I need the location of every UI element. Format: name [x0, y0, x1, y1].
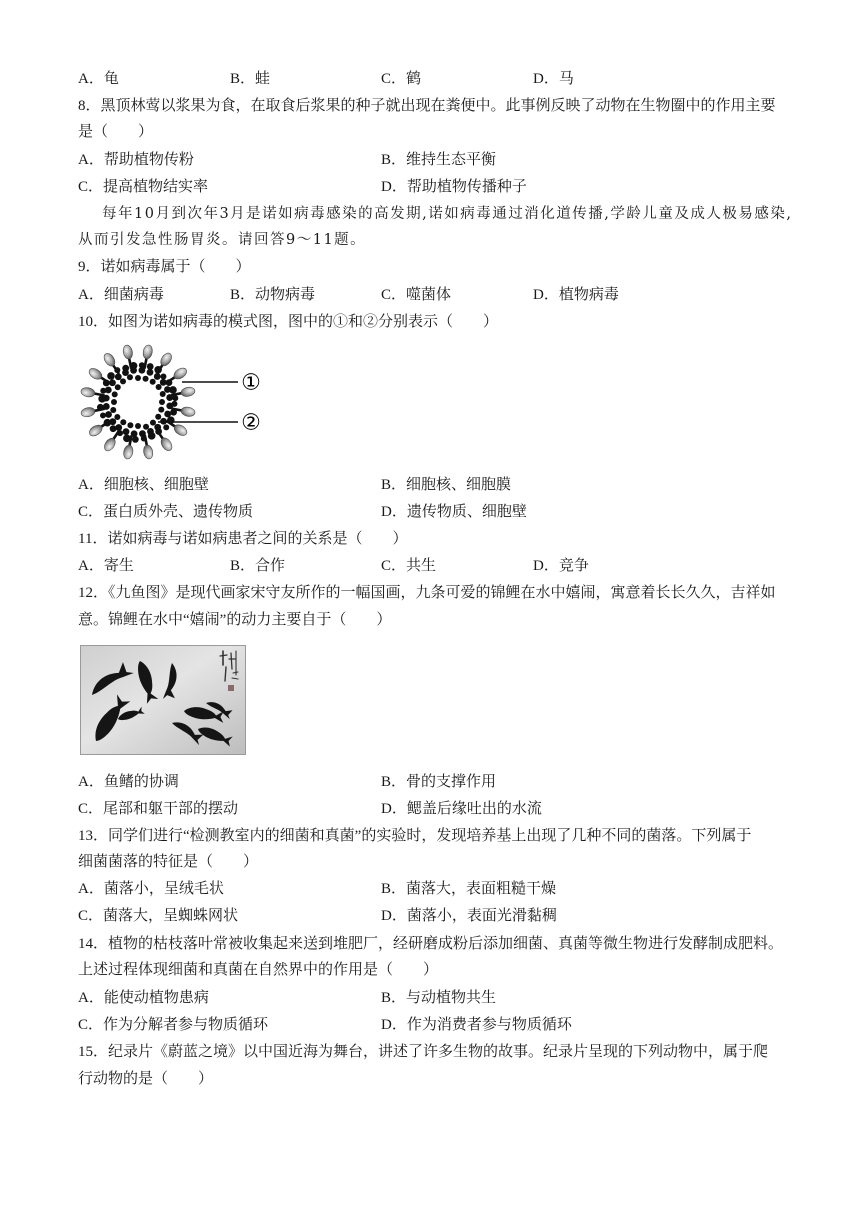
option-c: C．尾部和躯干部的摆动: [78, 801, 239, 817]
virus-spike-bulb: [180, 406, 195, 418]
option-d: D．鳃盖后缘吐出的水流: [381, 801, 542, 817]
coat-granule: [120, 378, 126, 384]
coat-granule: [120, 419, 126, 425]
virus-core: [117, 381, 159, 423]
coat-granule: [147, 369, 154, 376]
coat-granule: [114, 414, 120, 420]
option-c: C．鹤: [381, 71, 422, 87]
virus-spike-bulb: [123, 444, 135, 459]
option-d: D．作为消费者参与物质循环: [381, 1017, 572, 1033]
coat-granule: [158, 407, 164, 413]
coat-granule: [164, 411, 171, 418]
coat-granule: [154, 366, 162, 374]
option-d: D．竞争: [533, 558, 589, 574]
option-d: D．马: [533, 71, 574, 87]
q9-stem: 9．诺如病毒属于（ ）: [78, 259, 251, 275]
coat-granule: [169, 386, 177, 394]
option-c: C．共生: [381, 558, 437, 574]
passage-line-1: 每年10月到次年3月是诺如病毒感染的高发期,诺如病毒通过消化道传播,学龄儿童及成人极易感染,: [102, 206, 793, 222]
option-a: A．细胞核、细胞壁: [78, 477, 209, 493]
coat-granule: [132, 436, 139, 443]
virus-spike-bulb: [122, 344, 134, 360]
coat-granule: [170, 409, 177, 416]
coat-granule: [167, 416, 175, 424]
q13-stem-line-1: 13．同学们进行“检测教室内的细菌和真菌”的实验时，发现培养基上出现了几种不同的菌落。下列属于: [78, 828, 752, 844]
option-a: A．细菌病毒: [78, 287, 164, 303]
coat-granule: [148, 432, 156, 440]
q13-stem-line-2: 细菌菌落的特征是（ ）: [78, 854, 259, 870]
coat-granule: [160, 374, 166, 380]
q12-stem-line-2: 意。锦鲤在水中“嬉闹”的动力主要自于（ ）: [78, 612, 392, 628]
q11-stem: 11．诺如病毒与诺如病患者之间的关系是（ ）: [78, 531, 408, 547]
virus-spike-bulb: [80, 406, 96, 418]
coat-granule: [150, 379, 156, 385]
coat-granule: [154, 373, 161, 380]
q12-stem-line-1: 12．《九鱼图》是现代画家宋守友所作的一幅国画，九条可爱的锦鲤在水中嬉闹，寓意着长长久久，吉祥如: [78, 585, 776, 601]
coat-granule: [115, 384, 121, 390]
coat-granule: [155, 414, 161, 420]
coat-granule: [166, 379, 173, 386]
coat-granule: [127, 374, 133, 380]
option-b: B．菌落大，表面粗糙干燥: [381, 881, 557, 897]
coat-granule: [156, 384, 162, 390]
coat-granule: [115, 373, 122, 380]
coat-granule: [172, 395, 178, 401]
option-d: D．遗传物质、细胞壁: [381, 504, 527, 520]
option-a: A．寄生: [78, 558, 134, 574]
coat-granule: [139, 362, 145, 368]
option-a: A．帮助植物传粉: [78, 152, 194, 168]
coat-granule: [155, 428, 162, 435]
coat-granule: [141, 436, 147, 442]
coat-granule: [143, 376, 149, 382]
option-d: D．植物病毒: [533, 287, 619, 303]
option-c: C．噬菌体: [381, 287, 452, 303]
option-c: C．蛋白质外壳、遗传物质: [78, 504, 254, 520]
option-b: B．蛙: [230, 71, 271, 87]
figure-label-2: ②: [241, 410, 261, 436]
norovirus-diagram: [80, 338, 270, 466]
coat-granule: [117, 430, 123, 436]
coat-granule: [98, 395, 106, 403]
option-a: A．能使动植物患病: [78, 990, 209, 1006]
virus-spike-bulb: [142, 444, 154, 460]
coat-granule: [103, 380, 110, 387]
option-b: B．合作: [230, 558, 286, 574]
q15-stem-line-1: 15．纪录片《蔚蓝之境》以中国近海为舞台，讲述了许多生物的故事。纪录片呈现的下列动物中，属于爬: [78, 1044, 769, 1060]
coat-granule: [135, 375, 141, 381]
coat-granule: [171, 401, 177, 407]
nine-fish-painting: [80, 645, 246, 755]
option-a: A．龟: [78, 71, 119, 87]
coat-granule: [130, 362, 138, 370]
seal-stamp: [228, 685, 234, 691]
passage-line-2: 从而引发急性肠胃炎。请回答9～11题。: [78, 232, 367, 248]
option-b: B．动物病毒: [230, 287, 316, 303]
option-c: C．提高植物结实率: [78, 179, 209, 195]
coat-granule: [100, 388, 106, 394]
option-c: C．菌落大，呈蜘蛛网状: [78, 908, 239, 924]
q15-stem-line-2: 行动物的是（ ）: [78, 1071, 214, 1087]
coat-granule: [123, 435, 131, 443]
coat-granule: [123, 428, 130, 435]
coat-granule: [159, 399, 165, 405]
coat-granule: [122, 365, 129, 372]
coat-granule: [114, 367, 120, 373]
coat-granule: [135, 423, 141, 429]
q8-stem-line-1: 8．黑顶林莺以浆果为食，在取食后浆果的种子就出现在粪便中。此事例反映了动物在生物圈中的作用主要: [78, 98, 776, 114]
coat-granule: [147, 363, 154, 370]
coat-granule: [160, 391, 166, 397]
coat-granule: [150, 420, 156, 426]
option-d: D．菌落小，表面光滑黏稠: [381, 908, 557, 924]
option-b: B．与动植物共生: [381, 990, 497, 1006]
coat-granule: [103, 403, 110, 410]
coat-granule: [163, 424, 169, 430]
option-b: B．细胞核、细胞膜: [381, 477, 512, 493]
coat-granule: [105, 411, 112, 418]
coat-granule: [109, 379, 116, 386]
coat-granule: [143, 424, 149, 430]
coat-granule: [166, 394, 173, 401]
q10-stem: 10．如图为诺如病毒的模式图，图中的①和②分别表示（ ）: [78, 314, 499, 330]
virus-spike-bulb: [180, 386, 196, 398]
coat-granule: [107, 372, 115, 380]
coat-granule: [110, 425, 117, 432]
option-c: C．作为分解者参与物质循环: [78, 1017, 269, 1033]
coat-granule: [131, 430, 138, 437]
coat-granule: [112, 391, 118, 397]
option-d: D．帮助植物传播种子: [381, 179, 527, 195]
coat-granule: [127, 422, 133, 428]
coat-granule: [97, 404, 104, 411]
virus-spike-bulb: [142, 344, 154, 359]
coat-granule: [115, 424, 122, 431]
q8-stem-line-2: 是（ ）: [78, 124, 154, 140]
q14-stem-line-1: 14．植物的枯枝落叶常被收集起来送到堆肥厂，经研磨成粉后添加细菌、真菌等微生物进行发酵制成肥料。: [78, 936, 784, 952]
option-a: A．菌落小，呈绒毛状: [78, 881, 224, 897]
option-b: B．骨的支撑作用: [381, 774, 497, 790]
q14-stem-line-2: 上述过程体现细菌和真菌在自然界中的作用是（ ）: [78, 962, 439, 978]
coat-granule: [110, 407, 116, 413]
coat-granule: [111, 399, 117, 405]
coat-granule: [104, 419, 112, 427]
option-b: B．维持生态平衡: [381, 152, 497, 168]
coat-granule: [100, 412, 106, 418]
option-a: A．鱼鳍的协调: [78, 774, 179, 790]
figure-label-1: ①: [241, 370, 261, 396]
virus-spike-bulb: [80, 387, 95, 399]
